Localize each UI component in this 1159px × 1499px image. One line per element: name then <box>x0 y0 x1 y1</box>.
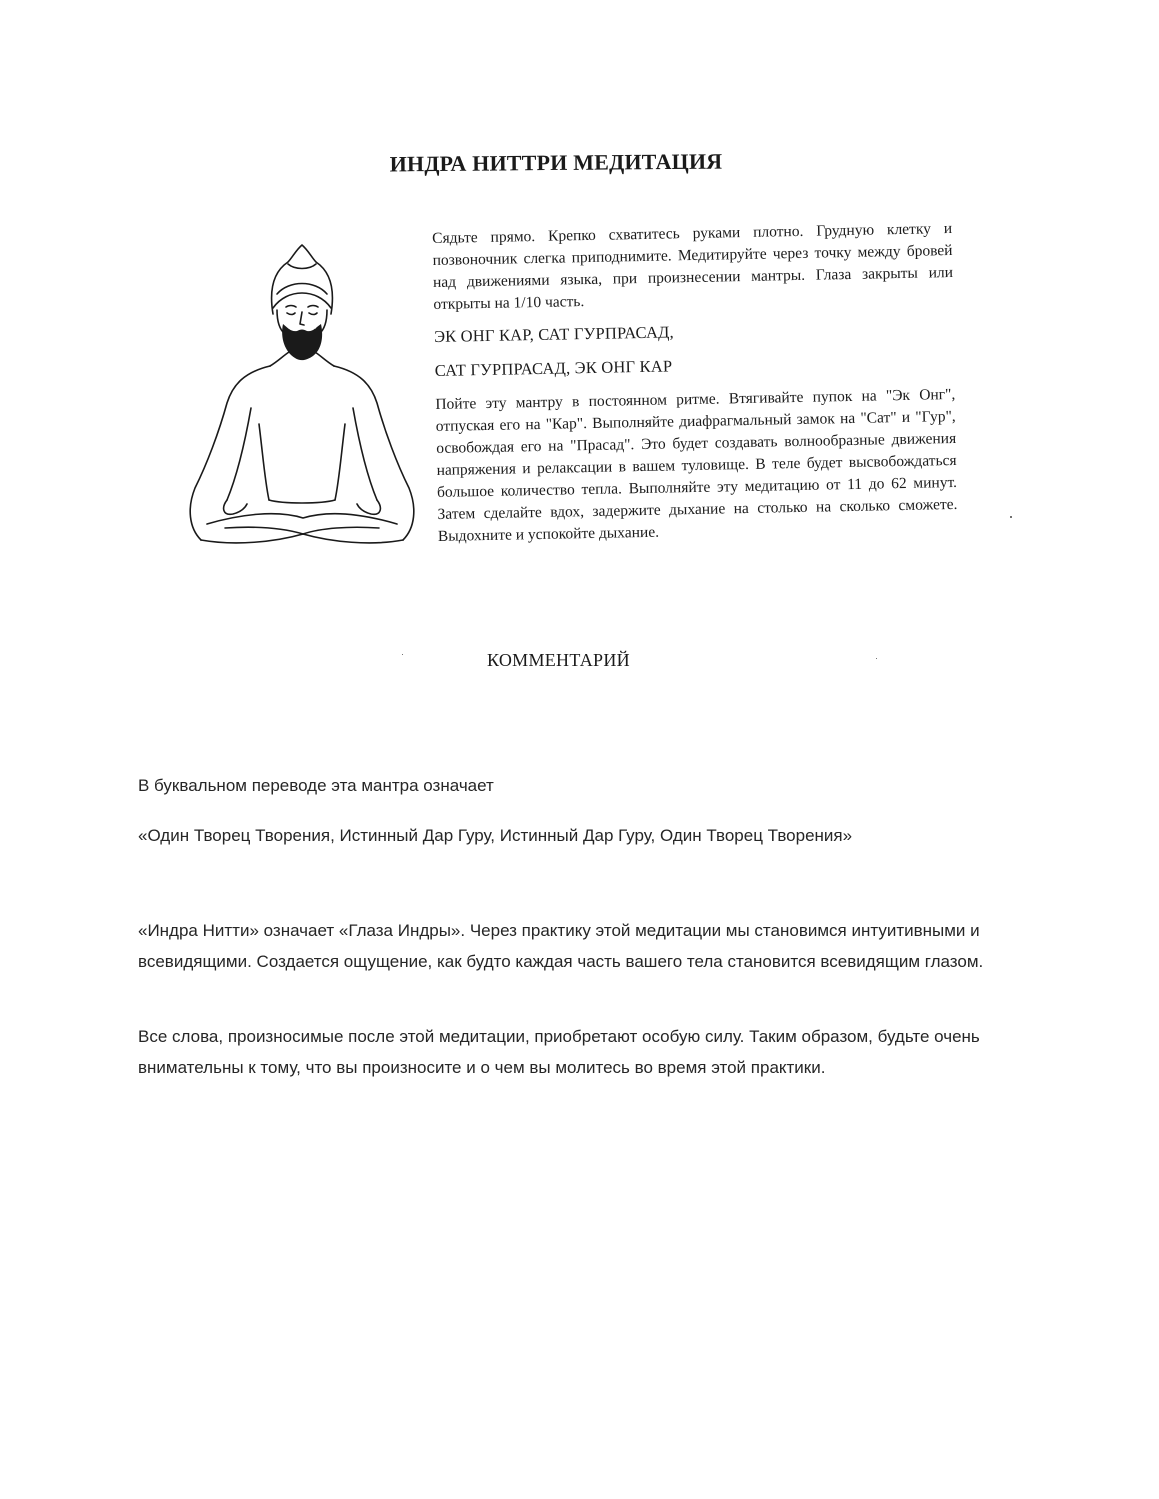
translation-block <box>138 820 998 851</box>
meaning-block <box>138 915 998 977</box>
meditation-description <box>432 218 958 548</box>
mantra-line-2: САТ ГУРПРАСАД, ЭК ОНГ КАР <box>434 356 673 380</box>
translation-text: «Один Творец Творения, Истинный Дар Гуру, Истинный Дар Гуру, Один Творец Творения» <box>138 826 853 845</box>
translation-intro <box>138 770 998 801</box>
meditating-figure-icon <box>185 228 420 553</box>
meaning-text: «Индра Нитти» означает «Глаза Индры». Через практику этой медитации мы становимся интуитивными и всевидящими. Создается ощущение, как будто каждая часть вашего тела становится всевидящим глазом. <box>138 921 984 971</box>
scan-speck <box>876 658 877 659</box>
warning-block <box>138 1021 998 1083</box>
translation-intro-text: В буквальном переводе эта мантра означает <box>138 776 494 795</box>
scan-speck <box>1010 516 1012 518</box>
instructions-paragraph: Сядьте прямо. Крепко схватитесь руками плотно. Грудную клетку и позвоночник слегка приподнимите. Медитируйте через точку между бровей над движениями языка, при произнесении мантры. Глаза закрыты или открыты на 1/10 часть. <box>432 220 954 313</box>
mantra-line-1: ЭК ОНГ КАР, САТ ГУРПРАСАД, <box>433 322 675 346</box>
practice-paragraph: Пойте эту мантру в постоянном ритме. Втягивайте пупок на "Эк Онг", отпуская его на "Кар". Выполняйте диафрагмальный замок на "Сат" и "Гур", освобождая его на "Прасад". Это будет создавать волнообразные движения напряжения и релаксации в вашем туловище. В теле будет высвобождаться большое количество тепла. Выполняйте эту медитацию от 11 до 62 минут. Затем сделайте вдох, задержите дыхание на столько на сколько сможете. Выдохните и успокойте дыхание. <box>435 385 958 545</box>
page-title: ИНДРА НИТТРИ МЕДИТАЦИЯ <box>389 148 723 177</box>
warning-text: Все слова, произносимые после этой медитации, приобретают особую силу. Таким образом, будьте очень внимательны к тому, что вы произносите и о чем вы молитесь во время этой практики. <box>138 1027 980 1077</box>
scan-speck <box>402 654 403 655</box>
commentary-heading: КОММЕНТАРИЙ <box>487 650 630 670</box>
